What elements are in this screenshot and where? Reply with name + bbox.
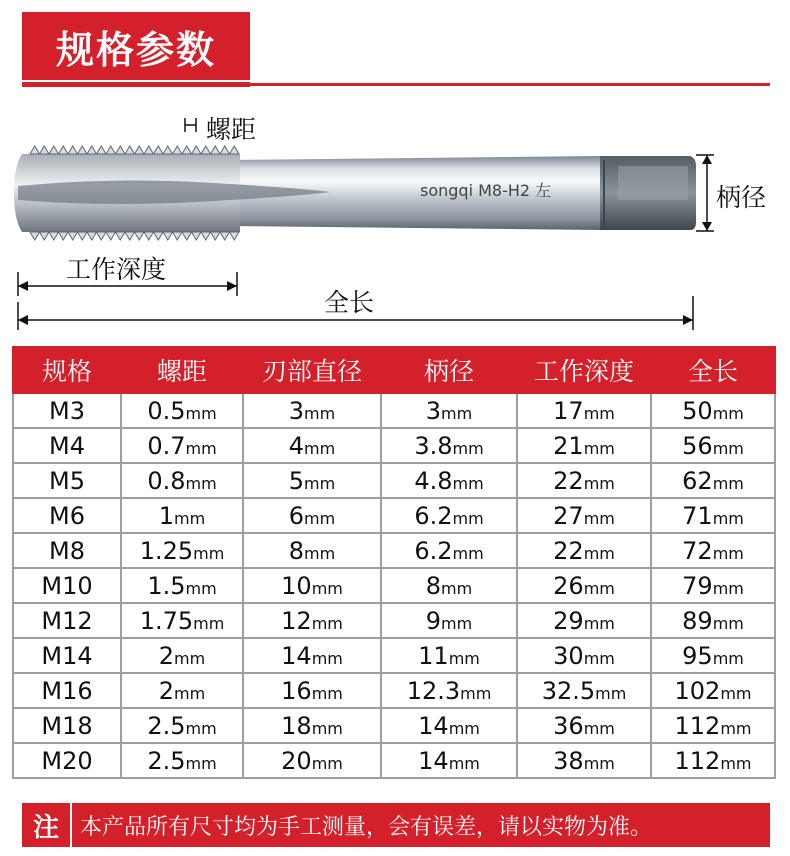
cell-value: 27 [553, 501, 584, 530]
header-spec: 规格 [13, 347, 121, 393]
thread-tooth [182, 146, 192, 154]
cell-unit: mm [720, 753, 752, 773]
thread-tooth [40, 146, 50, 154]
thread-tooth [106, 146, 116, 154]
cell-unit: mm [174, 648, 206, 668]
cell-work-depth [517, 673, 651, 708]
cell-value: M5 [49, 466, 85, 495]
thread-tooth [192, 232, 202, 240]
cell-unit: mm [304, 403, 336, 423]
thread-tooth [116, 146, 126, 154]
thread-tooth [68, 146, 78, 154]
cell-blade-diameter [243, 673, 381, 708]
cell-pitch [121, 393, 243, 428]
work-depth-label: 工作深度 [66, 255, 167, 284]
thread-tooth [106, 232, 116, 240]
cell-value: 102 [674, 676, 721, 705]
cell-spec [13, 743, 121, 778]
cell-shank-diameter [381, 603, 517, 638]
table-row [13, 743, 775, 778]
cell-shank-diameter [381, 708, 517, 743]
cell-pitch [121, 743, 243, 778]
cell-unit: mm [712, 473, 744, 493]
cell-unit: mm [583, 403, 615, 423]
cell-blade-diameter [243, 463, 381, 498]
cell-value: 6 [288, 501, 305, 530]
cell-unit: mm [583, 508, 615, 528]
thread-tooth [87, 232, 97, 240]
cell-value: 20 [281, 746, 312, 775]
cell-value: 62 [682, 466, 713, 495]
thread-tooth [59, 146, 69, 154]
depth-arrow-right [227, 281, 237, 291]
cell-unit: mm [460, 683, 492, 703]
cell-unit: mm [583, 438, 615, 458]
thread-tooth [87, 146, 97, 154]
cell-shank-diameter [381, 463, 517, 498]
cell-unit: mm [712, 403, 744, 423]
cell-blade-diameter [243, 708, 381, 743]
cell-unit: mm [311, 648, 343, 668]
cell-spec [13, 498, 121, 533]
cell-spec [13, 708, 121, 743]
cell-pitch [121, 533, 243, 568]
cell-spec [13, 603, 121, 638]
cell-unit: mm [712, 648, 744, 668]
cell-spec [13, 428, 121, 463]
header-total-length: 全长 [651, 347, 775, 393]
cell-pitch [121, 428, 243, 463]
cell-unit: mm [583, 473, 615, 493]
cell-shank-diameter [381, 673, 517, 708]
cell-value: 1.5 [147, 571, 186, 600]
cell-unit: mm [185, 438, 217, 458]
cell-value: 29 [553, 606, 584, 635]
total-length-label: 全长 [324, 288, 375, 317]
cell-unit: mm [448, 753, 480, 773]
disclaimer-banner [22, 803, 770, 847]
thread-tooth [116, 232, 126, 240]
cell-value: 2 [158, 641, 175, 670]
depth-arrow-left [18, 281, 28, 291]
cell-value: 79 [682, 571, 713, 600]
cell-unit: mm [441, 403, 473, 423]
cell-value: 2 [158, 676, 175, 705]
cell-value: 112 [674, 746, 721, 775]
cell-spec [13, 638, 121, 673]
cell-unit: mm [311, 718, 343, 738]
cell-shank-diameter [381, 533, 517, 568]
cell-blade-diameter [243, 393, 381, 428]
thread-tooth [144, 146, 154, 154]
cell-value: 14 [281, 641, 312, 670]
cell-value: M6 [49, 501, 85, 530]
thread-tooth [211, 232, 221, 240]
thread-tooth [173, 232, 183, 240]
cell-value: 30 [553, 641, 584, 670]
thread-tooth [211, 146, 221, 154]
tap-drawing [0, 100, 790, 340]
cell-unit: mm [712, 543, 744, 563]
table-row [13, 673, 775, 708]
cell-value: M20 [41, 746, 93, 775]
cell-value: 32.5 [541, 676, 596, 705]
shank-arrow-top [702, 155, 712, 164]
thread-tooth [135, 232, 145, 240]
cell-value: 56 [682, 431, 713, 460]
header-work-depth: 工作深度 [517, 347, 651, 393]
table-row [13, 498, 775, 533]
cell-total-length [651, 743, 775, 778]
cell-value: 50 [682, 396, 713, 425]
cell-unit: mm [583, 718, 615, 738]
cell-value: 14 [418, 711, 449, 740]
thread-tooth [163, 232, 173, 240]
cell-spec [13, 673, 121, 708]
cell-value: 6.2 [414, 536, 453, 565]
cell-unit: mm [720, 683, 752, 703]
cell-unit: mm [174, 508, 206, 528]
cell-unit: mm [304, 473, 336, 493]
cell-unit: mm [452, 473, 484, 493]
table-row [13, 603, 775, 638]
cell-pitch [121, 568, 243, 603]
cell-spec [13, 393, 121, 428]
cell-unit: mm [720, 718, 752, 738]
thread-tooth [154, 232, 164, 240]
thread-tooth [201, 232, 211, 240]
cell-value: M14 [41, 641, 93, 670]
cell-value: M10 [41, 571, 93, 600]
cell-unit: mm [185, 753, 217, 773]
cell-pitch [121, 708, 243, 743]
cell-unit: mm [452, 438, 484, 458]
cell-total-length [651, 498, 775, 533]
cell-value: 6.2 [414, 501, 453, 530]
thread-tooth [78, 146, 88, 154]
cell-unit: mm [452, 508, 484, 528]
cell-unit: mm [193, 613, 225, 633]
cell-value: 12.3 [406, 676, 461, 705]
thread-tooth [220, 146, 230, 154]
table-row [13, 708, 775, 743]
cell-unit: mm [304, 438, 336, 458]
thread-tooth [125, 232, 135, 240]
thread-tooth [30, 146, 40, 154]
cell-value: M16 [41, 676, 93, 705]
cell-value: 1.75 [139, 606, 194, 635]
cell-shank-diameter [381, 568, 517, 603]
cell-unit: mm [304, 543, 336, 563]
cell-spec [13, 463, 121, 498]
tap-diagram [0, 100, 790, 340]
table-row [13, 463, 775, 498]
cell-value: 4.8 [414, 466, 453, 495]
cell-shank-diameter [381, 743, 517, 778]
cell-unit: mm [185, 403, 217, 423]
cell-value: 9 [425, 606, 442, 635]
cell-blade-diameter [243, 498, 381, 533]
table-row [13, 568, 775, 603]
cell-total-length [651, 603, 775, 638]
cell-unit: mm [441, 613, 473, 633]
thread-tooth [40, 232, 50, 240]
cell-blade-diameter [243, 568, 381, 603]
cell-blade-diameter [243, 428, 381, 463]
cell-value: 8 [425, 571, 442, 600]
cell-value: 1.25 [139, 536, 194, 565]
cell-value: M8 [49, 536, 85, 565]
tap-engraving: songqi M8-H2 左 [420, 181, 552, 200]
cell-unit: mm [174, 683, 206, 703]
cell-work-depth [517, 603, 651, 638]
cell-spec [13, 568, 121, 603]
thread-tooth [59, 232, 69, 240]
thread-tooth [135, 146, 145, 154]
cell-value: 12 [281, 606, 312, 635]
thread-tooth [68, 232, 78, 240]
thread-tooth [230, 232, 240, 240]
cell-unit: mm [311, 683, 343, 703]
thread-tooth [49, 146, 59, 154]
thread-tooth [220, 232, 230, 240]
cell-blade-diameter [243, 603, 381, 638]
cell-pitch [121, 673, 243, 708]
thread-tooth [173, 146, 183, 154]
cell-blade-diameter [243, 743, 381, 778]
cell-total-length [651, 393, 775, 428]
cell-value: 14 [418, 746, 449, 775]
cell-value: 22 [553, 536, 584, 565]
length-arrow-left [18, 315, 28, 325]
cell-unit: mm [583, 543, 615, 563]
cell-value: 1 [158, 501, 175, 530]
cell-unit: mm [583, 753, 615, 773]
cell-value: 22 [553, 466, 584, 495]
cell-total-length [651, 533, 775, 568]
cell-value: M12 [41, 606, 93, 635]
cell-work-depth [517, 463, 651, 498]
cell-total-length [651, 463, 775, 498]
cell-total-length [651, 638, 775, 673]
cell-unit: mm [712, 613, 744, 633]
cell-value: 26 [553, 571, 584, 600]
note-mark: 注 [22, 803, 72, 847]
cell-value: M3 [49, 396, 85, 425]
pitch-label: 螺距 [206, 115, 257, 144]
cell-unit: mm [583, 613, 615, 633]
cell-value: 0.8 [147, 466, 186, 495]
cell-total-length [651, 673, 775, 708]
cell-pitch [121, 498, 243, 533]
shank-arrow-bottom [702, 222, 712, 231]
cell-value: 8 [288, 536, 305, 565]
cell-value: 4 [288, 431, 305, 460]
cell-value: 5 [288, 466, 305, 495]
thread-tooth [97, 146, 107, 154]
cell-value: 71 [682, 501, 713, 530]
cell-value: 18 [281, 711, 312, 740]
cell-work-depth [517, 498, 651, 533]
cell-unit: mm [304, 508, 336, 528]
thread-tooth [49, 232, 59, 240]
table-row [13, 393, 775, 428]
cell-work-depth [517, 743, 651, 778]
cell-value: 2.5 [147, 711, 186, 740]
cell-value: 3 [425, 396, 442, 425]
cell-pitch [121, 463, 243, 498]
length-arrow-right [683, 315, 693, 325]
cell-spec [13, 533, 121, 568]
cell-value: 89 [682, 606, 713, 635]
cell-unit: mm [712, 578, 744, 598]
thread-tooth [230, 146, 240, 154]
cell-work-depth [517, 533, 651, 568]
cell-value: 0.5 [147, 396, 186, 425]
cell-value: 3.8 [414, 431, 453, 460]
cell-value: 2.5 [147, 746, 186, 775]
cell-unit: mm [193, 543, 225, 563]
cell-unit: mm [583, 578, 615, 598]
page-title: 规格参数 [22, 12, 250, 80]
cell-value: 16 [281, 676, 312, 705]
cell-shank-diameter [381, 428, 517, 463]
thread-tooth [97, 232, 107, 240]
cell-unit: mm [448, 718, 480, 738]
header-pitch: 螺距 [121, 347, 243, 393]
disclaimer-text: 本产品所有尺寸均为手工测量，会有误差，请以实物为准。 [80, 814, 653, 840]
thread-tooth [154, 146, 164, 154]
cell-pitch [121, 638, 243, 673]
cell-pitch [121, 603, 243, 638]
cell-unit: mm [185, 718, 217, 738]
cell-value: 10 [281, 571, 312, 600]
cell-value: 72 [682, 536, 713, 565]
thread-tooth [201, 146, 211, 154]
cell-unit: mm [441, 578, 473, 598]
cell-unit: mm [311, 753, 343, 773]
cell-unit: mm [595, 683, 627, 703]
cell-unit: mm [185, 473, 217, 493]
thread-tooth [144, 232, 154, 240]
cell-work-depth [517, 708, 651, 743]
cell-work-depth [517, 393, 651, 428]
thread-tooth [192, 146, 202, 154]
cell-shank-diameter [381, 638, 517, 673]
cell-total-length [651, 428, 775, 463]
cell-value: 11 [418, 641, 449, 670]
spec-table-header-row [13, 347, 775, 393]
thread-tooth [182, 232, 192, 240]
cell-value: 0.7 [147, 431, 186, 460]
shank-label: 柄径 [716, 183, 767, 212]
cell-value: 3 [288, 396, 305, 425]
tap-square-flat [618, 166, 688, 200]
cell-unit: mm [185, 578, 217, 598]
title-divider [22, 83, 770, 86]
cell-unit: mm [311, 613, 343, 633]
cell-value: 38 [553, 746, 584, 775]
cell-value: 36 [553, 711, 584, 740]
thread-tooth [125, 146, 135, 154]
cell-shank-diameter [381, 498, 517, 533]
cell-unit: mm [712, 438, 744, 458]
header-blade-diameter: 刃部直径 [243, 347, 381, 393]
cell-value: M4 [49, 431, 85, 460]
cell-unit: mm [452, 543, 484, 563]
table-row [13, 533, 775, 568]
thread-tooth [78, 232, 88, 240]
cell-blade-diameter [243, 638, 381, 673]
cell-unit: mm [712, 508, 744, 528]
thread-tooth [30, 232, 40, 240]
cell-shank-diameter [381, 393, 517, 428]
cell-value: M18 [41, 711, 93, 740]
spec-table [12, 346, 776, 779]
cell-work-depth [517, 568, 651, 603]
cell-unit: mm [311, 578, 343, 598]
header-shank-diameter: 柄径 [381, 347, 517, 393]
table-row [13, 428, 775, 463]
cell-unit: mm [448, 648, 480, 668]
cell-value: 112 [674, 711, 721, 740]
cell-work-depth [517, 638, 651, 673]
thread-tooth [163, 146, 173, 154]
cell-work-depth [517, 428, 651, 463]
cell-unit: mm [583, 648, 615, 668]
table-row [13, 638, 775, 673]
cell-blade-diameter [243, 533, 381, 568]
cell-value: 95 [682, 641, 713, 670]
cell-total-length [651, 708, 775, 743]
cell-total-length [651, 568, 775, 603]
cell-value: 17 [553, 396, 584, 425]
cell-value: 21 [553, 431, 584, 460]
